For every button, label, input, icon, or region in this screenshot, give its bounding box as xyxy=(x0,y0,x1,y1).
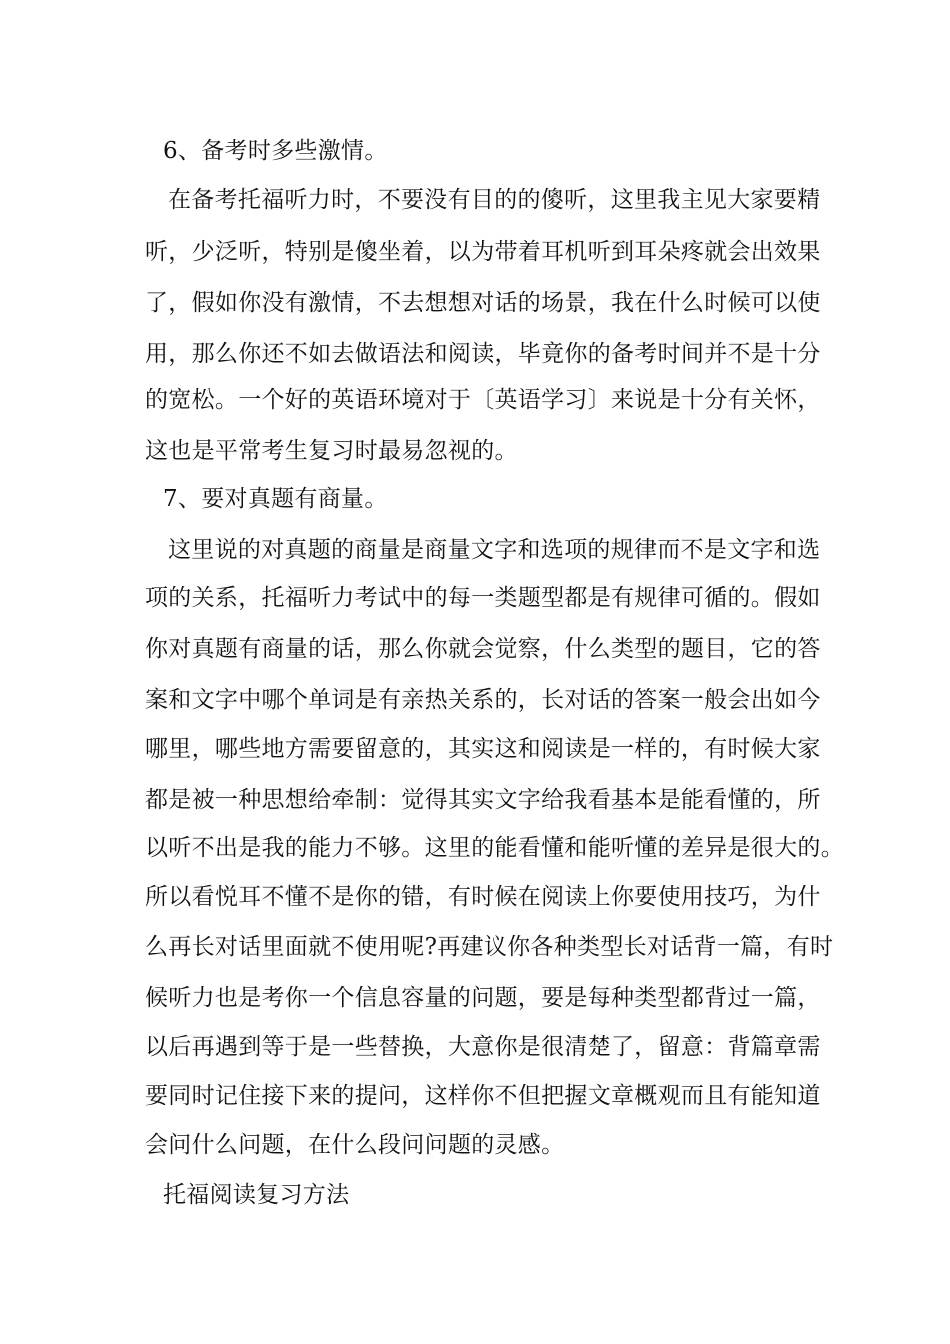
paragraph-line: 这也是平常考生复习时最易忽视的。 xyxy=(145,438,518,464)
paragraph-line: 要同时记住接下来的提问，这样你不但把握文章概观而且有能知道 xyxy=(145,1083,821,1109)
paragraph-line: 在备考托福听力时，不要没有目的的傻听，这里我主见大家要精 xyxy=(168,187,821,213)
heading-tip-7: 7、要对真题有商量。 xyxy=(163,486,388,512)
paragraph-line: 的宽松。一个好的英语环境对于〔英语学习〕来说是十分有关怀， xyxy=(145,387,821,413)
paragraph-line: 了，假如你没有激情，不去想想对话的场景，我在什么时候可以使 xyxy=(145,290,821,316)
paragraph-line: 以后再遇到等于是一些替换，大意你是很清楚了，留意：背篇章需 xyxy=(145,1034,821,1060)
paragraph-line: 用，那么你还不如去做语法和阅读，毕竟你的备考时间并不是十分 xyxy=(145,341,821,367)
paragraph-line: 你对真题有商量的话，那么你就会觉察，什么类型的题目，它的答 xyxy=(145,636,821,662)
section-title: 托福阅读复习方法 xyxy=(163,1182,350,1208)
paragraph-line: 所以看悦耳不懂不是你的错，有时候在阅读上你要使用技巧，为什 xyxy=(145,884,821,910)
paragraph-line: 案和文字中哪个单词是有亲热关系的，长对话的答案一般会出如今 xyxy=(145,687,821,713)
paragraph-line: 么再长对话里面就不使用呢?再建议你各种类型长对话背一篇，有时 xyxy=(145,934,834,960)
paragraph-line: 听，少泛听，特别是傻坐着，以为带着耳机听到耳朵疼就会出效果 xyxy=(145,239,821,265)
paragraph-line: 这里说的对真题的商量是商量文字和选项的规律而不是文字和选 xyxy=(168,537,821,563)
heading-tip-6: 6、备考时多些激情。 xyxy=(163,138,388,164)
paragraph-line: 项的关系，托福听力考试中的每一类题型都是有规律可循的。假如 xyxy=(145,585,821,611)
paragraph-line: 会问什么问题，在什么段问问题的灵感。 xyxy=(145,1132,565,1158)
paragraph-line: 以听不出是我的能力不够。这里的能看懂和能听懂的差异是很大的。 xyxy=(145,835,844,861)
paragraph-line: 候听力也是考你一个信息容量的问题，要是每种类型都背过一篇， xyxy=(145,985,821,1011)
paragraph-line: 都是被一种思想给牵制：觉得其实文字给我看基本是能看懂的，所 xyxy=(145,787,821,813)
paragraph-line: 哪里，哪些地方需要留意的，其实这和阅读是一样的，有时候大家 xyxy=(145,736,821,762)
